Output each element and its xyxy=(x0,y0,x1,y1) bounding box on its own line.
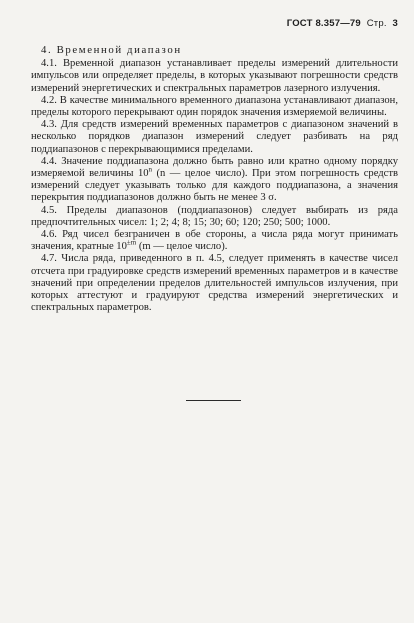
end-divider-line xyxy=(186,400,241,401)
paragraph-4-6 xyxy=(31,229,398,253)
paragraph-4-5: 4.5. Пределы диапазонов (поддиапазонов) следует выбирать из ряда предпочтительных чисел: 1; 2; 4; 8; 15; 30; 60; 120; 250; 500; 1000. xyxy=(31,204,398,228)
page-number: 3 xyxy=(392,18,398,29)
paragraph-4-3: 4.3. Для средств измерений временных параметров с диапазоном значений в несколько порядков диапазон измерений следует разбивать на ряд поддиапазонов с перекрывающимися пределами. xyxy=(31,119,398,155)
document-body xyxy=(31,44,398,314)
paragraph-4-4-text-start: 4.4. Значение поддиапазона должно быть равно или кратно одному порядку измеряемой величины 10 xyxy=(31,155,398,180)
paragraph-4-2: 4.2. В качестве минимального временного диапазона устанавливают диапазон, пределы которого перекрывают один порядок значения измеряемой величины. xyxy=(31,94,398,119)
paragraph-4-4-exponent: n xyxy=(148,165,153,174)
standard-code: ГОСТ 8.357—79 xyxy=(286,18,361,29)
paragraph-4-4 xyxy=(31,156,398,205)
paragraph-4-7: 4.7. Числа ряда, приведенного в п. 4.5, следует применять в качестве чисел отсчета при градуировке средств измерений временных параметров и в качестве значений при определении пределов длительностей импульсов излучения, при которых аттестуют и градуируют средства измерений энергетических и спектральных параметров. xyxy=(31,253,398,314)
paragraph-4-6-text-end: (m — целое число). xyxy=(136,241,228,253)
page-header xyxy=(284,18,398,29)
page-label: Стр. xyxy=(366,18,387,29)
paragraph-4-4-text-end: (n — целое число). При этом погрешность средств измерений следует указывать только для каждого поддиапазона, а значения перекрытия поддиапазонов должно быть не менее 3 σ. xyxy=(31,168,398,204)
section-title: 4. Временной диапазон xyxy=(41,44,182,56)
paragraph-4-6-text-start: 4.6. Ряд чисел безграничен в обе стороны, а числа ряда могут принимать значения, кратные 10 xyxy=(31,229,398,253)
paragraph-4-6-exponent: ±m xyxy=(126,238,137,247)
paragraph-4-1: 4.1. Временной диапазон устанавливает пределы измерений длительности импульсов или определяет пределы, в которых указывают погрешности средств измерений энергетических и спектральных параметров лазерного излучения. xyxy=(31,58,398,94)
